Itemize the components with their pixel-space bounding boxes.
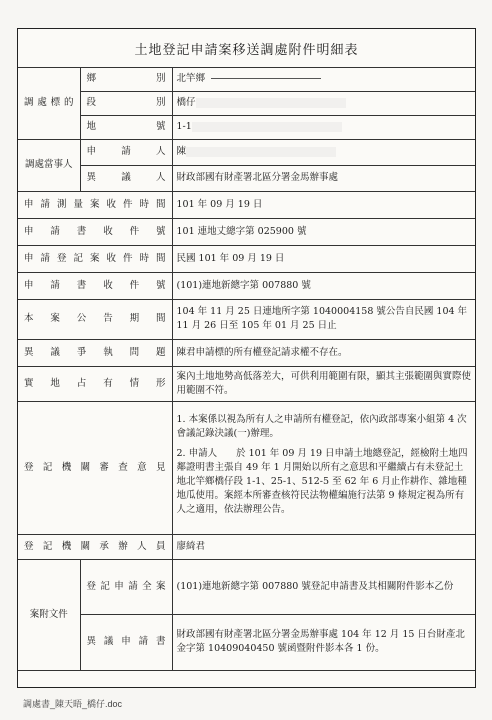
review-item-2: 2. 申請人 於 101 年 09 月 19 日申請土地總登記，經檢附土地四鄰證明書主張自 49 年 1 月開始以所有之意思和平繼續占有未登記土地北竿鄉橋仔段 1-1、25-1、512-5 至 62 年 6 月止作耕作、雜地種地瓜使用。案經本所審查核符民法物權編施行法第 9 條規定視為所有人之適用，依法辦理公告。 [176, 447, 468, 515]
duan-label: 段別 [80, 91, 172, 115]
attach-obj-value: 財政部國有財產署北區分署金馬辦事處 104 年 12 月 15 日台財產北金字第 10409040450 號函暨附件影本各 1 份。 [172, 614, 475, 670]
duan-value: 橋仔 [172, 91, 475, 115]
dihao-value: 1-1 [172, 115, 475, 139]
reg-time-label: 申請登記案收件時間 [18, 245, 172, 272]
redaction-block [186, 147, 336, 157]
xiang-value: 北竿鄉 [172, 67, 475, 91]
objector-value: 財政部國有財產署北區分署金馬辦事處 [172, 165, 475, 191]
survey-time-value: 101 年 09 月 19 日 [172, 191, 475, 218]
applicant-value: 陳 [172, 139, 475, 165]
footer-filename: 調處書_陳天晤_橋仔.doc [23, 699, 123, 709]
form-sheet [17, 28, 476, 688]
form-title: 土地登記申請案移送調處附件明細表 [18, 29, 475, 68]
redaction-block [196, 98, 346, 108]
occupy-label: 實地占有情形 [18, 366, 172, 401]
officer-label: 登記機關承辦人員 [18, 534, 172, 559]
applicant-label: 申請人 [80, 139, 172, 165]
notice-value: 104 年 11 月 25 日連地所字第 1040004158 號公告自民國 104 年 11 月 26 日至 105 年 01 月 25 日止 [172, 299, 475, 339]
officer-value: 廖綺君 [172, 534, 475, 559]
dihao-label: 地號 [80, 115, 172, 139]
notice-label: 本案公告期間 [18, 299, 172, 339]
attach-group-label: 案附文件 [18, 559, 80, 670]
app-no-label: 申請書收件號 [18, 218, 172, 245]
occupy-value: 案內土地地勢高低落差大，可供利用範圍有限，顯其主張範圍與實際使用範圍不符。 [172, 366, 475, 401]
dispute-value: 陳君申請標的所有權登記請求權不存在。 [172, 339, 475, 366]
dispute-label: 異議爭執問題 [18, 339, 172, 366]
review-item-1: 1. 本案係以視為所有人之申請所有權登記，依內政部專案小組第 4 次會議記錄決議(一)辦理。 [176, 413, 467, 439]
party-group-label: 調處當事人 [18, 139, 80, 191]
review-label: 登記機關審查意見 [18, 401, 172, 534]
attach-app-value: (101)連地新總字第 007880 號登記申請書及其相關附件影本乙份 [172, 559, 475, 614]
blank-line [211, 77, 321, 79]
app-no-value: 101 連地丈總字第 025900 號 [172, 218, 475, 245]
xiang-label: 鄉別 [80, 67, 172, 91]
review-value [172, 401, 475, 534]
objector-label: 異議人 [80, 165, 172, 191]
attach-obj-label: 異議申請書 [80, 614, 172, 670]
reg-time-value: 民國 101 年 09 月 19 日 [172, 245, 475, 272]
attach-app-label: 登記申請全案 [80, 559, 172, 614]
survey-time-label: 申請測量案收件時間 [18, 191, 172, 218]
form-table [18, 67, 475, 671]
reg-no-value: (101)連地新總字第 007880 號 [172, 272, 475, 299]
location-group-label: 調處標的 [18, 67, 80, 139]
reg-no-label: 申請書收件號 [18, 272, 172, 299]
redaction-block [192, 122, 342, 132]
